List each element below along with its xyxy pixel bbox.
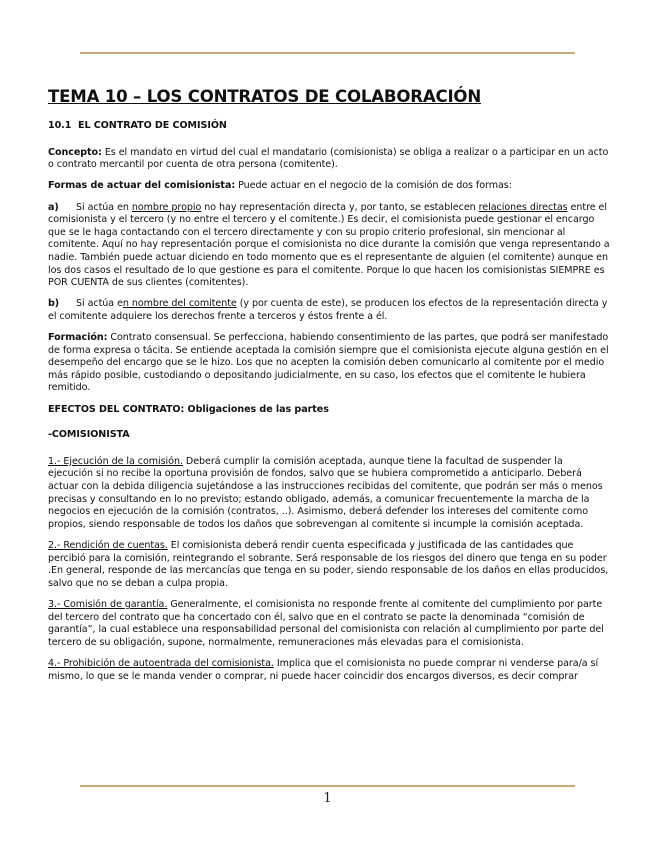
obligation-text: El comisionista deberá rendir cuenta especificada y justificada de las cantidades que percibió para la comisión, reintegrando el sobrante. Será responsable de los riesgos del dinero que tenga en su poder .En general, responde de las mercancías que tenga en su poder, siendo responsable de los daños en ellas producidos, salvo que no se deban a culpa propia. <box>48 540 609 589</box>
formas-paragraph <box>48 180 610 193</box>
comisionista-heading: -COMISIONISTA <box>48 429 130 441</box>
obligation-text: Deberá cumplir la comisión aceptada, aunque tiene la facultad de suspender la ejecución si no recibe la oportuna provisión de fondos, salvo que se hubiera comprometido a anticiparlo. Deberá actuar con la debida diligencia sujetándose a las instrucciones recibidas del comitente, que podrán ser más o menos precisas y consultando en lo no previsto; estando obligado, además, a comunicar frecuentemente la marcha de la negocios en ejecución de la comisión (contratos, ..). Asimismo, deberá defender los intereses del comitente como propios, siendo responsable de todos los daños que sobrevengan al comitente si incumple la comisión aceptada. <box>48 455 603 530</box>
efectos-heading: EFECTOS DEL CONTRATO: Obligaciones de las partes <box>48 403 329 415</box>
obligation-paragraph <box>48 456 610 532</box>
item-b-text-2: (y por cuenta de este), se producen los efectos de la representación directa y el comitente adquiere los derechos frente a terceros y éstos frente a él. <box>48 298 608 322</box>
formas-label: Formas de actuar del comisionista: <box>48 180 236 192</box>
obligation-heading: 2.- Rendición de cuentas. <box>48 540 168 551</box>
concepto-paragraph <box>48 147 610 172</box>
section-number: 10.1 <box>48 120 72 131</box>
document-body <box>48 86 610 692</box>
obligation-heading: 4.- Prohibición de autoentrada del comisionista. <box>48 657 274 669</box>
page-title: TEMA 10 – LOS CONTRATOS DE COLABORACIÓN <box>48 87 482 106</box>
footer-rule <box>80 785 575 787</box>
header-rule <box>80 52 575 54</box>
section-heading <box>48 120 610 133</box>
item-b-label: b) <box>48 298 60 310</box>
item-a-underline-2: relaciones directas <box>478 201 568 213</box>
section-title: EL CONTRATO DE COMISIÓN <box>78 120 227 131</box>
item-b-underline-1: n nombre del comitente <box>122 298 237 310</box>
item-a-label: a) <box>48 201 59 213</box>
item-b-paragraph <box>48 298 610 323</box>
formacion-text: Contrato consensual. Se perfecciona, habiendo consentimiento de las partes, que podrá ser manifestado de forma expresa o tácita. Se entiende aceptada la comisión siempre que el comisionista ejecute alguna gestión en el desempeño del encargo que se le hizo. Los que no acepten la comisión deben comunicarlo al comitente por el medio más rápido posible, custodiando o depositando judicialmente, en su caso, los efectos que el comitente le hubiera remitido. <box>48 332 609 394</box>
item-a-text-2: no hay representación directa y, por tanto, se establecen <box>201 201 479 213</box>
page-number: 1 <box>323 791 332 806</box>
item-a-underline-1: nombre propio <box>131 201 202 213</box>
item-b-text-1: Si actúa e <box>76 298 123 310</box>
obligation-paragraph <box>48 658 610 683</box>
item-a-text-1: Si actúa en <box>76 201 132 213</box>
obligation-heading: 1.- Ejecución de la comisión. <box>48 455 183 467</box>
obligation-text: Generalmente, el comisionista no responde frente al comitente del cumplimiento por parte del tercero del contrato que ha concertado con él, salvo que en el contrato se pacte la denominada “comisión de garantía”, la cual establece una responsabilidad personal del comisionista con relación al cumplimiento por parte del tercero de su obligación, supone, normalmente, remuneraciones más elevadas para el comisionista. <box>48 598 604 648</box>
item-a-paragraph <box>48 202 610 290</box>
item-a-text-3: entre el comisionista y el tercero (y no entre el tercero y el comitente.) Es decir, el comisionista puede gestionar el encargo que se le haga contactando con el tercero directamente y con su propio criterio profesional, sin mencionar al comitente. Aquí no hay representación porque el comisionista no dice durante la comisión que venga representando a nadie. También puede actuar diciendo en todo momento que es el representante de alguien (el comitente) aunque en los dos casos el resultado de lo que gestione es para el comitente. Porque lo que hacen los comisionistas SIEMPRE es POR CUENTA de sus clientes (comitentes). <box>48 201 610 289</box>
concepto-label: Concepto: <box>48 146 102 158</box>
obligation-paragraph <box>48 599 610 649</box>
formacion-label: Formación: <box>48 332 108 344</box>
formas-text: Puede actuar en el negocio de la comisión de dos formas: <box>235 180 512 192</box>
obligation-heading: 3.- Comisión de garantía. <box>48 598 168 610</box>
formacion-paragraph <box>48 332 610 395</box>
obligation-text: Implica que el comisionista no puede comprar ni venderse para/a sí mismo, lo que se le manda vender o comprar, ni puede hacer coincidir dos encargos diversos, es decir comprar <box>48 657 599 682</box>
obligation-paragraph <box>48 540 610 590</box>
concepto-text: Es el mandato en virtud del cual el mandatario (comisionista) se obliga a realizar o a participar en un acto o contrato mercantil por cuenta de otra persona (comitente). <box>48 146 609 171</box>
